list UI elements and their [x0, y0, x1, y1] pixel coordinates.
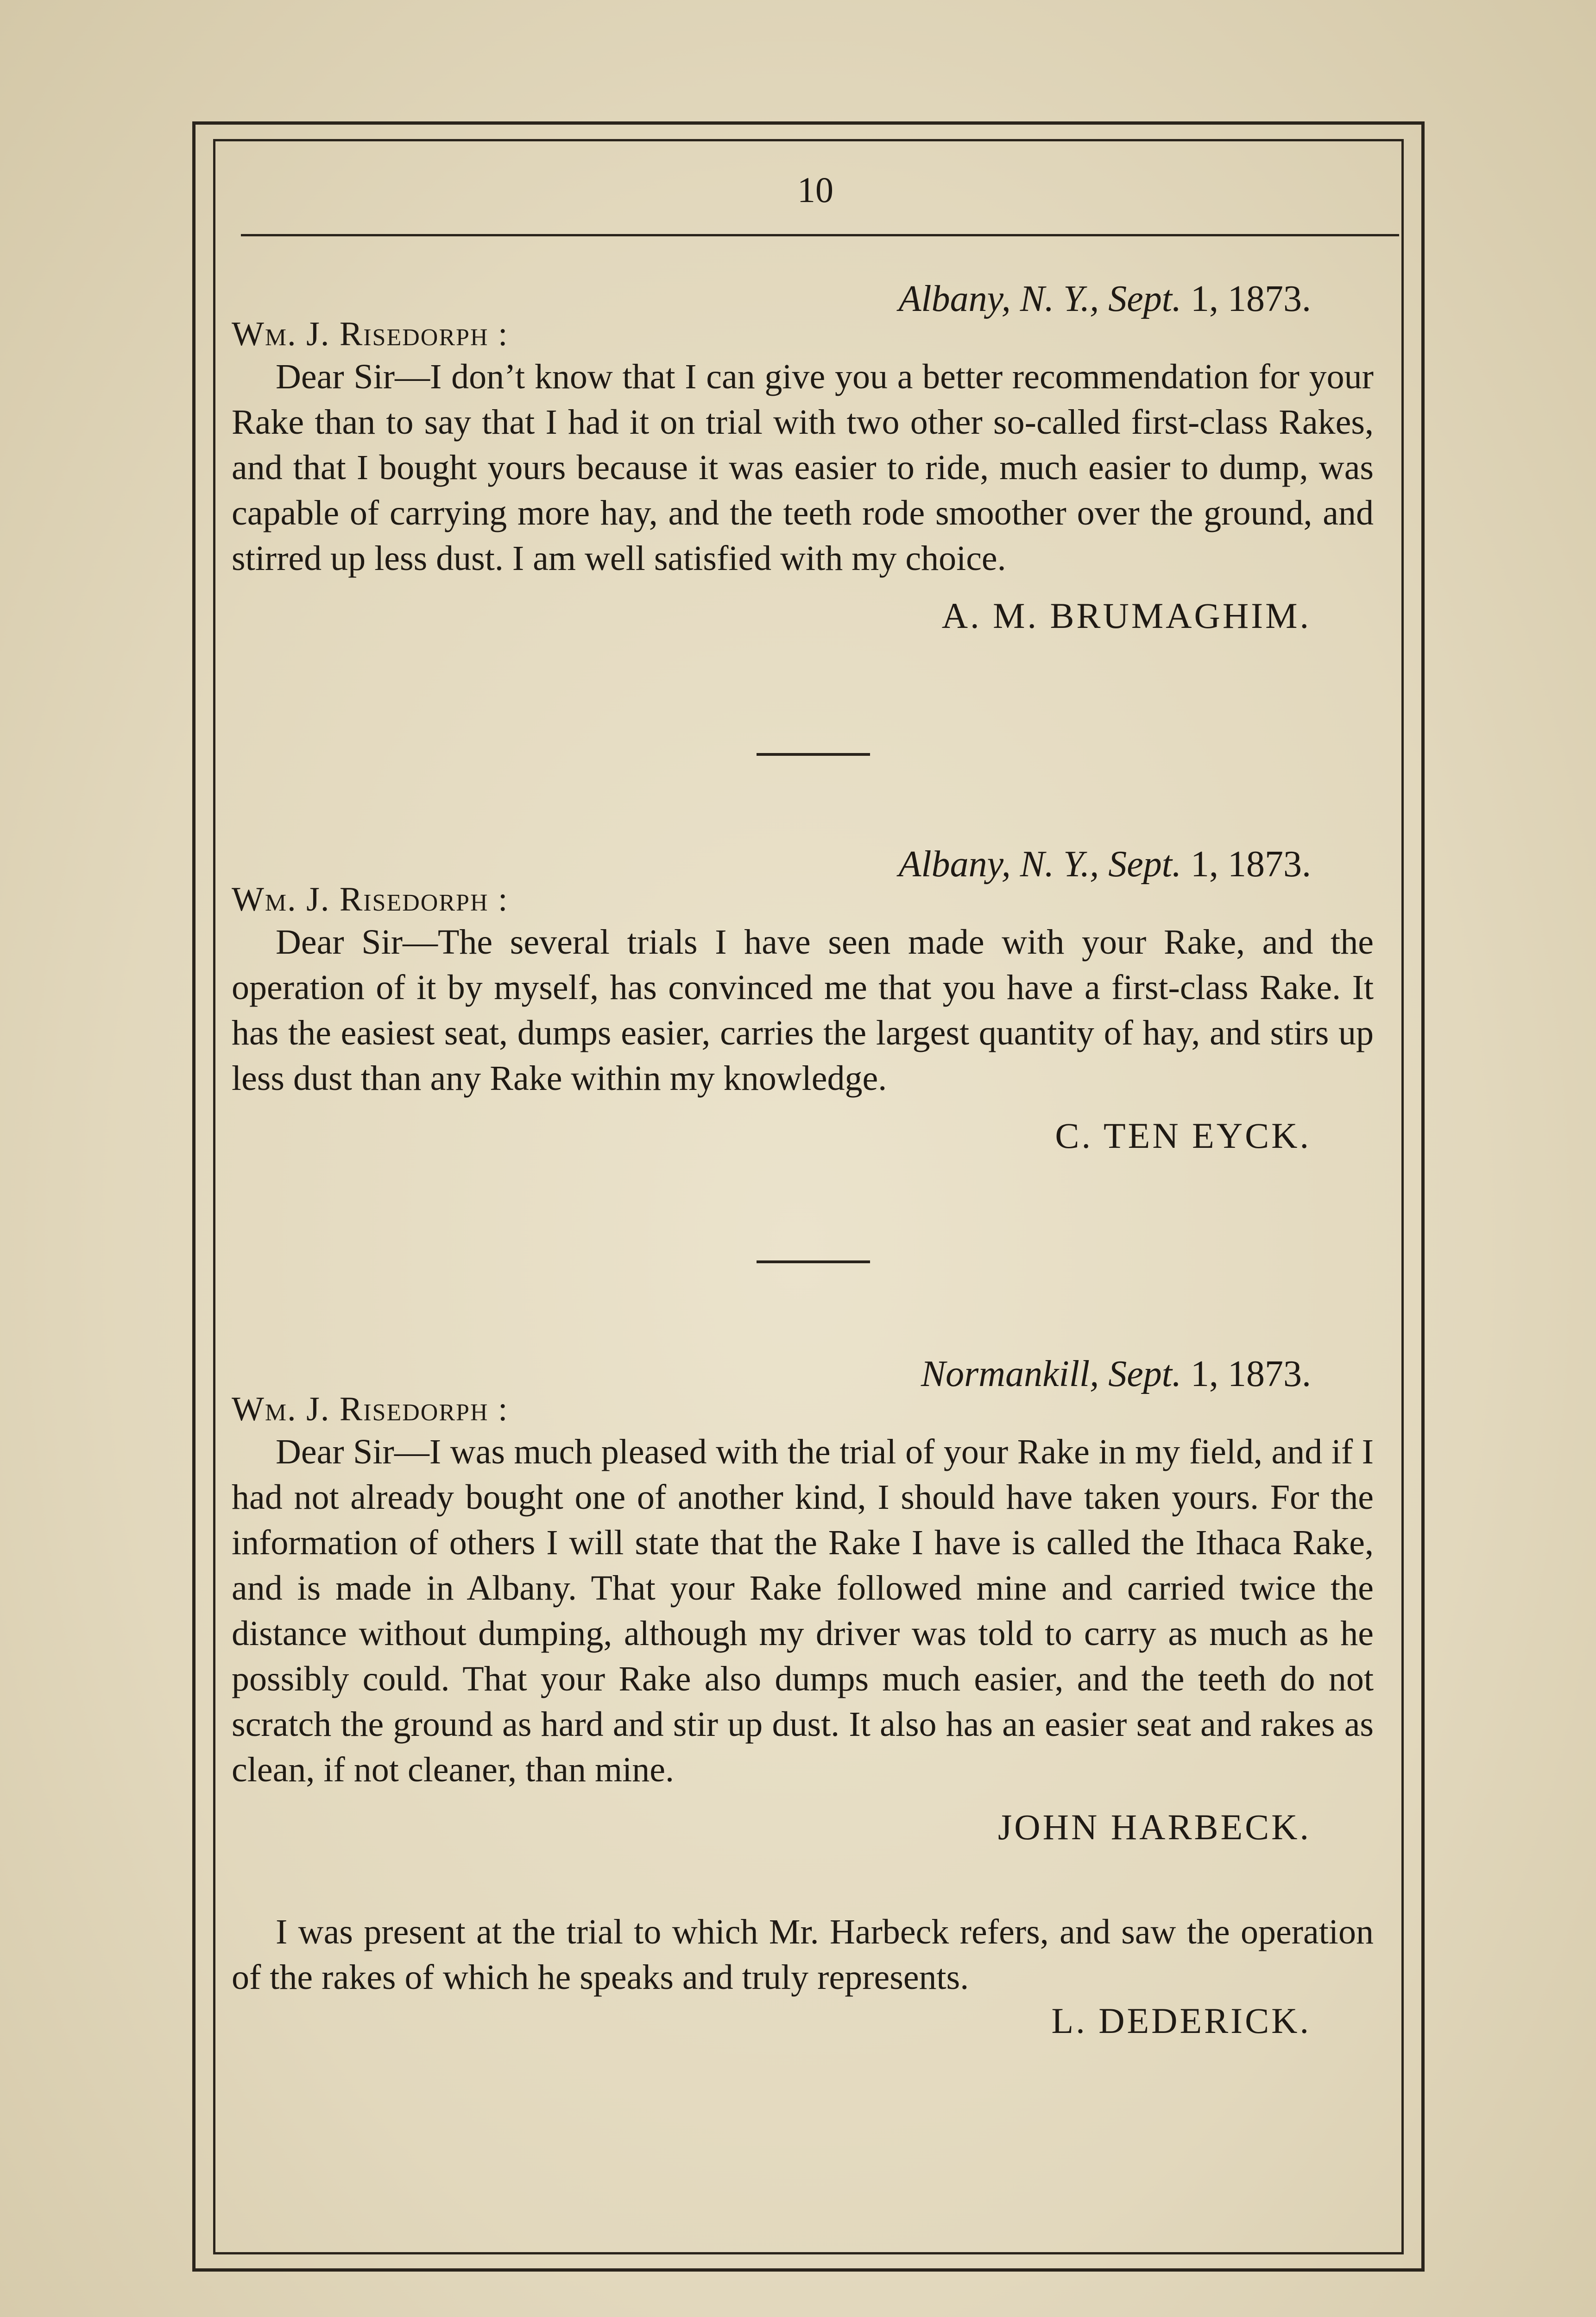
letter-body [232, 919, 1394, 1101]
dateline-place: Albany, N. Y., Sept. [898, 279, 1181, 319]
dateline [232, 278, 1394, 320]
dateline-day: 1, 1873. [1181, 1354, 1311, 1394]
letter-body [232, 354, 1394, 581]
letter-ten-eyck [232, 843, 1394, 1157]
salutation-colon: : [498, 880, 509, 918]
letter-harbeck [232, 1353, 1394, 1848]
letter-body [232, 1429, 1394, 1792]
dateline [232, 1353, 1394, 1395]
salutation [232, 1390, 1394, 1429]
dateline-place: Albany, N. Y., Sept. [898, 844, 1181, 885]
signature: C. TEN EYCK. [1055, 1115, 1311, 1156]
letter-body-text: Dear Sir—I was much pleased with the trial of your Rake in my field, and if I had not already bought one of another kind, I should have taken yours. For the information of others I will state that the Rake I have is called the Ithaca Rake, and is made in Albany. That your Rake followed mine and carried twice the distance without dumping, although my driver was told to carry as much as he possibly could. That your Rake also dumps much easier, and the teeth do not scratch the ground as hard and stir up dust. It also has an easier seat and rakes as clean, if not cleaner, than mine. [232, 1432, 1374, 1789]
salutation-colon: : [498, 1390, 509, 1428]
signature: L. DEDERICK. [1051, 2000, 1311, 2041]
signature: JOHN HARBECK. [997, 1807, 1311, 1847]
salutation-name: Wm. J. Risedorph [232, 315, 489, 353]
dateline [232, 843, 1394, 886]
letter-body-text: Dear Sir—The several trials I have seen made with your Rake, and the operation of it by myself, has convinced me that you have a first-class Rake. It has the easiest seat, dumps easier, carries the largest quantity of hay, and stirs up less dust than any Rake within my knowledge. [232, 923, 1374, 1098]
section-divider [757, 753, 870, 756]
endorsement-body-text: I was present at the trial to which Mr. Harbeck refers, and saw the operation of the rakes of which he speaks and truly represents. [232, 1912, 1374, 1997]
endorsement-dederick [232, 1909, 1394, 2042]
dateline-place: Normankill, Sept. [921, 1354, 1181, 1394]
dateline-day: 1, 1873. [1181, 844, 1311, 885]
endorsement-body [232, 1909, 1394, 2000]
page-content [232, 158, 1399, 2041]
salutation-name: Wm. J. Risedorph [232, 880, 489, 918]
salutation [232, 880, 1394, 919]
salutation [232, 315, 1394, 354]
salutation-name: Wm. J. Risedorph [232, 1390, 489, 1428]
dateline-day: 1, 1873. [1181, 279, 1311, 319]
page-number: 10 [797, 170, 833, 210]
signature: A. M. BRUMAGHIM. [941, 595, 1311, 636]
header-rule [241, 234, 1399, 236]
section-divider [757, 1260, 870, 1263]
letter-brumaghim [232, 278, 1394, 637]
salutation-colon: : [498, 315, 509, 353]
letter-body-text: Dear Sir—I don’t know that I can give you a better recommendation for your Rake than to say that I had it on trial with two other so-called first-class Rakes, and that I bought yours because it was easier to ride, much easier to dump, was capable of carrying more hay, and the teeth rode smoother over the ground, and stirred up less dust. I am well satisfied with my choice. [232, 357, 1374, 578]
